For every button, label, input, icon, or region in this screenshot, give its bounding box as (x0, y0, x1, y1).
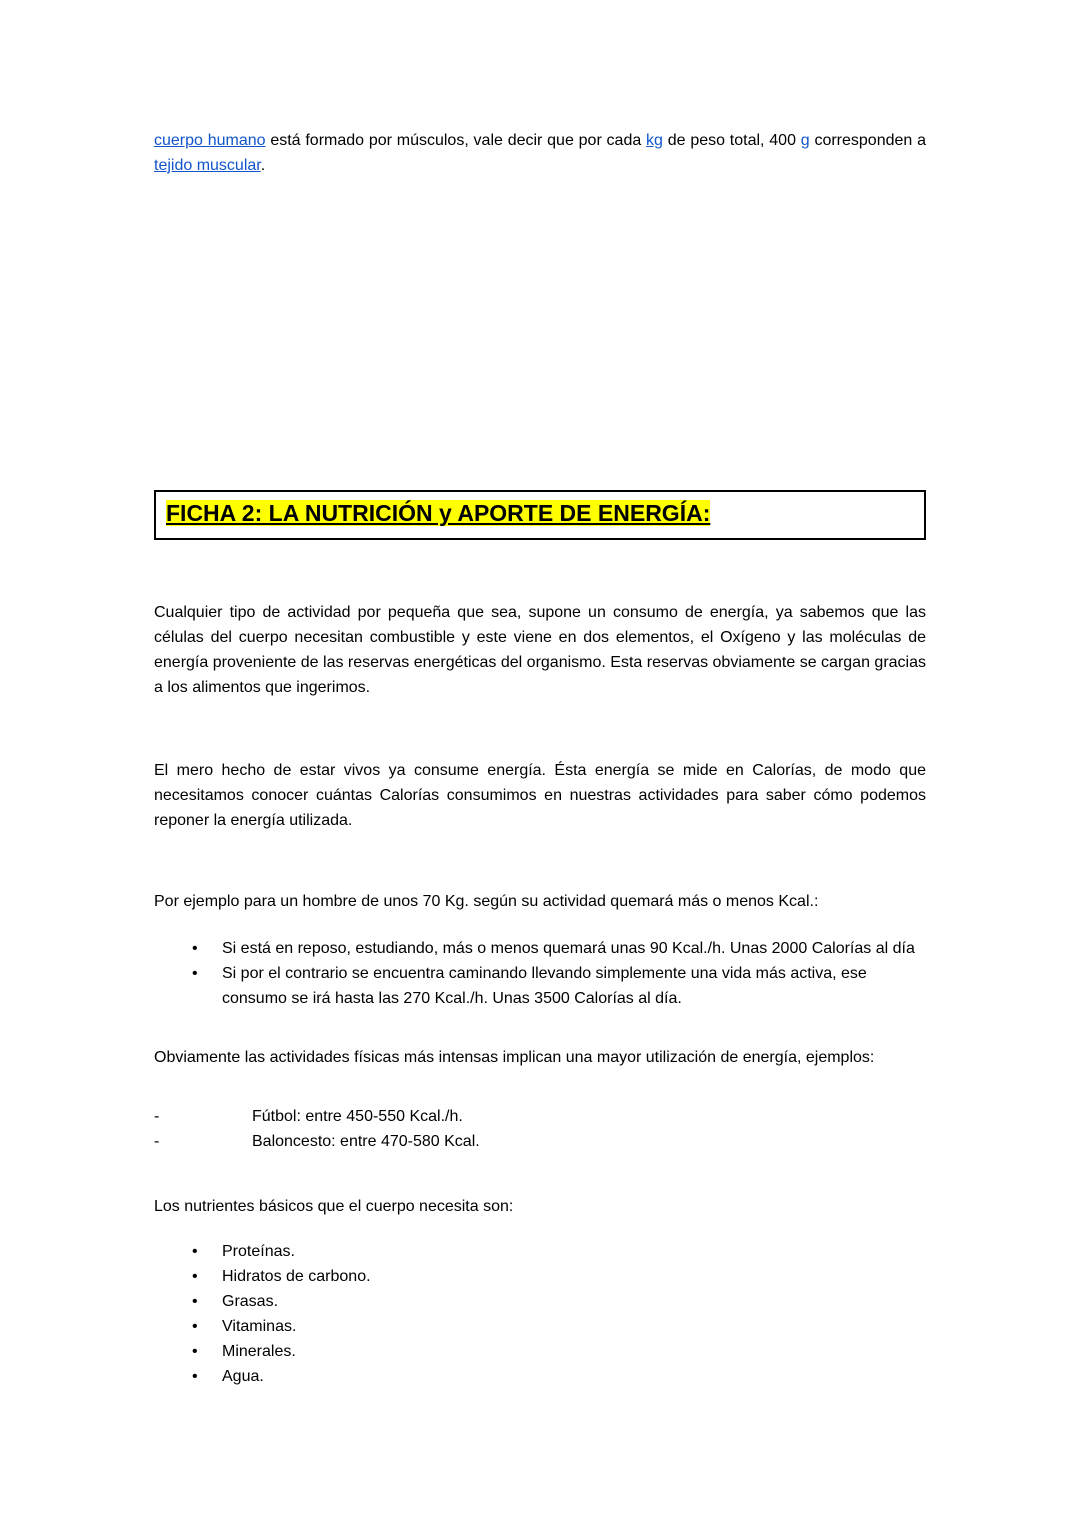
section-heading: FICHA 2: LA NUTRICIÓN y APORTE DE ENERGÍA: (166, 500, 711, 526)
bullet-icon: • (192, 1343, 198, 1360)
list-item (192, 936, 926, 961)
dash-icon: - (154, 1108, 160, 1125)
list-item (154, 1104, 926, 1129)
list-item-text: Agua. (222, 1368, 264, 1385)
activity-bullet-list (192, 936, 926, 1011)
paragraph-activity: Cualquier tipo de actividad por pequeña que sea, supone un consumo de energía, ya sabemos que las células del cuerpo necesitan combustible y este viene en dos elementos, el Oxígeno y las moléculas de energía proveniente de las reservas energéticas del organismo. Esta reservas obviamente se cargan gracias a los alimentos que ingerimos. (154, 604, 926, 696)
list-item (192, 1289, 926, 1314)
link-g[interactable]: g (800, 132, 810, 149)
bullet-icon: • (192, 1243, 198, 1260)
paragraph-example: Por ejemplo para un hombre de unos 70 Kg. según su actividad quemará más o menos Kcal.: (154, 893, 819, 910)
list-item-text: Proteínas. (222, 1243, 295, 1260)
list-item-text: Grasas. (222, 1293, 279, 1310)
list-item (192, 1314, 926, 1339)
list-item-text: Fútbol: entre 450-550 Kcal./h. (252, 1108, 463, 1125)
paragraph-intense: Obviamente las actividades físicas más intensas implican una mayor utilización de energía, ejemplos: (154, 1049, 875, 1066)
list-item-text: Si por el contrario se encuentra caminando llevando simplemente una vida más activa, ese consumo se irá hasta las 270 Kcal./h. Unas 3500 Calorías al día. (222, 965, 867, 1007)
intro-text-1: está formado por músculos, vale decir que por cada (265, 132, 647, 149)
sport-dash-list (154, 1104, 926, 1154)
list-item (154, 1129, 926, 1154)
heading-box (154, 490, 926, 540)
intro-text-4: . (260, 157, 266, 174)
bullet-icon: • (192, 965, 198, 982)
intro-text-3: corresponden a (809, 132, 926, 149)
link-cuerpo-humano[interactable]: cuerpo humano (154, 132, 266, 149)
link-kg[interactable]: kg (646, 132, 663, 149)
list-item (192, 1264, 926, 1289)
nutrient-bullet-list (192, 1239, 926, 1389)
bullet-icon: • (192, 1268, 198, 1285)
paragraph-calories: El mero hecho de estar vivos ya consume energía. Ésta energía se mide en Calorías, de modo que necesitamos conocer cuántas Calorías consumimos en nuestras actividades para saber cómo podemos reponer la energía utilizada. (154, 762, 926, 829)
intro-paragraph (154, 128, 926, 178)
paragraph-nutrients: Los nutrientes básicos que el cuerpo necesita son: (154, 1198, 514, 1215)
bullet-icon: • (192, 1293, 198, 1310)
list-item-text: Vitaminas. (222, 1318, 297, 1335)
link-tejido-muscular[interactable]: tejido muscular (154, 157, 261, 174)
list-item-text: Si está en reposo, estudiando, más o menos quemará unas 90 Kcal./h. Unas 2000 Calorías al día (222, 940, 915, 957)
list-item (192, 1364, 926, 1389)
list-item-text: Baloncesto: entre 470-580 Kcal. (252, 1133, 480, 1150)
list-item (192, 1239, 926, 1264)
intro-text-2: de peso total, 400 (662, 132, 801, 149)
dash-icon: - (154, 1133, 160, 1150)
list-item-text: Minerales. (222, 1343, 296, 1360)
list-item-text: Hidratos de carbono. (222, 1268, 371, 1285)
bullet-icon: • (192, 1368, 198, 1385)
bullet-icon: • (192, 1318, 198, 1335)
list-item (192, 961, 926, 1011)
bullet-icon: • (192, 940, 198, 957)
list-item (192, 1339, 926, 1364)
